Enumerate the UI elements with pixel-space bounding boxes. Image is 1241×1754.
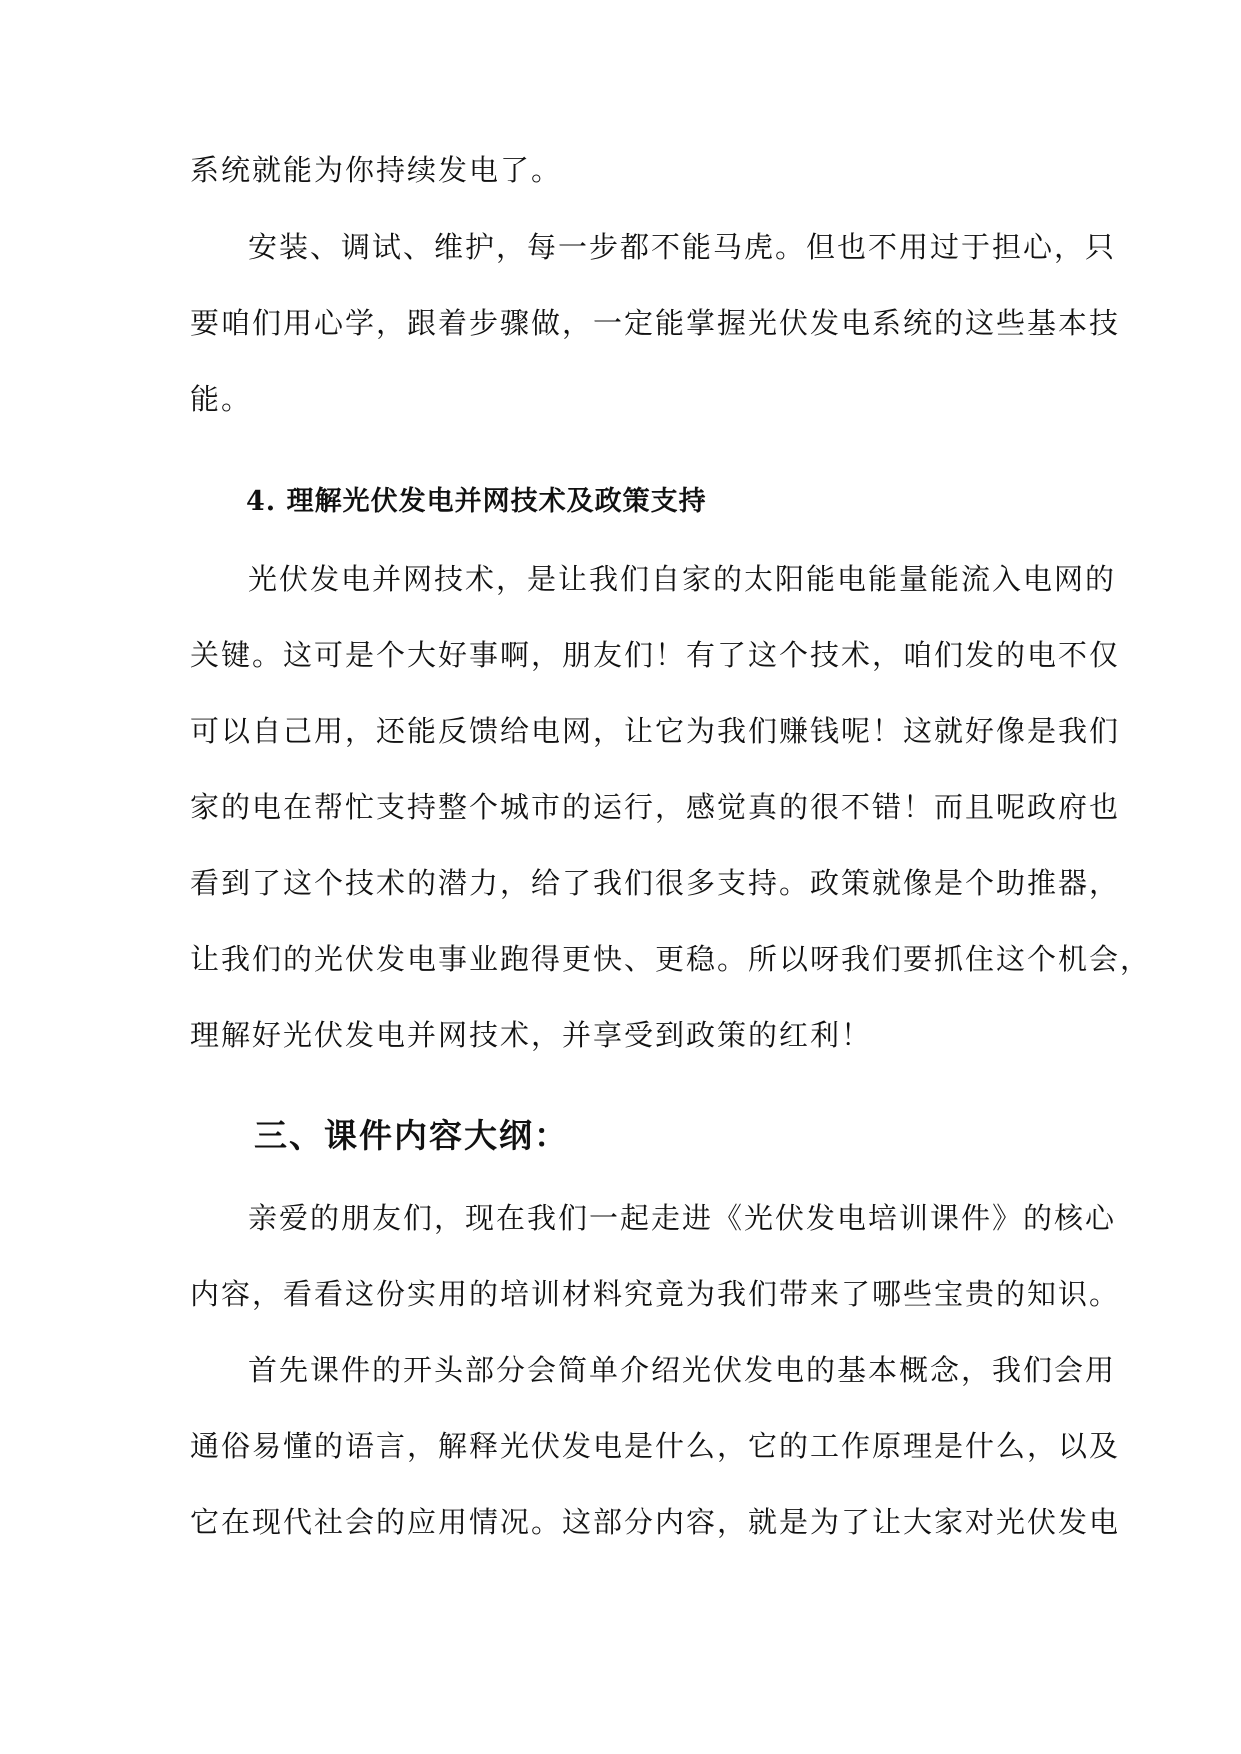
paragraph-line: 让我们的光伏发电事业跑得更快、更稳。所以呀我们要抓住这个机会， bbox=[190, 942, 1152, 976]
paragraph-line: 理解好光伏发电并网技术，并享受到政策的红利！ bbox=[190, 1018, 873, 1052]
paragraph-line: 内容，看看这份实用的培训材料究竟为我们带来了哪些宝贵的知识。 bbox=[190, 1277, 1121, 1311]
paragraph-line: 安装、调试、维护，每一步都不能马虎。但也不用过于担心，只 bbox=[248, 230, 1117, 264]
paragraph-line: 首先课件的开头部分会简单介绍光伏发电的基本概念，我们会用 bbox=[248, 1353, 1117, 1387]
section-subheading: 4. 理解光伏发电并网技术及政策支持 bbox=[246, 486, 707, 517]
paragraph-line: 家的电在帮忙支持整个城市的运行，感觉真的很不错！而且呢政府也 bbox=[190, 790, 1121, 824]
paragraph-line: 可以自己用，还能反馈给电网，让它为我们赚钱呢！这就好像是我们 bbox=[190, 714, 1121, 748]
paragraph-line: 它在现代社会的应用情况。这部分内容，就是为了让大家对光伏发电 bbox=[190, 1505, 1121, 1539]
paragraph-line: 通俗易懂的语言，解释光伏发电是什么，它的工作原理是什么，以及 bbox=[190, 1429, 1121, 1463]
section-heading: 三、课件内容大纲： bbox=[254, 1116, 569, 1155]
paragraph-line: 系统就能为你持续发电了。 bbox=[190, 153, 563, 187]
paragraph-line: 能。 bbox=[190, 382, 253, 416]
paragraph-line: 关键。这可是个大好事啊，朋友们！有了这个技术，咱们发的电不仅 bbox=[190, 638, 1121, 672]
paragraph-line: 看到了这个技术的潜力，给了我们很多支持。政策就像是个助推器， bbox=[190, 866, 1121, 900]
paragraph-line: 亲爱的朋友们，现在我们一起走进《光伏发电培训课件》的核心 bbox=[248, 1201, 1117, 1235]
paragraph-line: 要咱们用心学，跟着步骤做，一定能掌握光伏发电系统的这些基本技 bbox=[190, 306, 1121, 340]
paragraph-line: 光伏发电并网技术，是让我们自家的太阳能电能量能流入电网的 bbox=[248, 562, 1117, 596]
